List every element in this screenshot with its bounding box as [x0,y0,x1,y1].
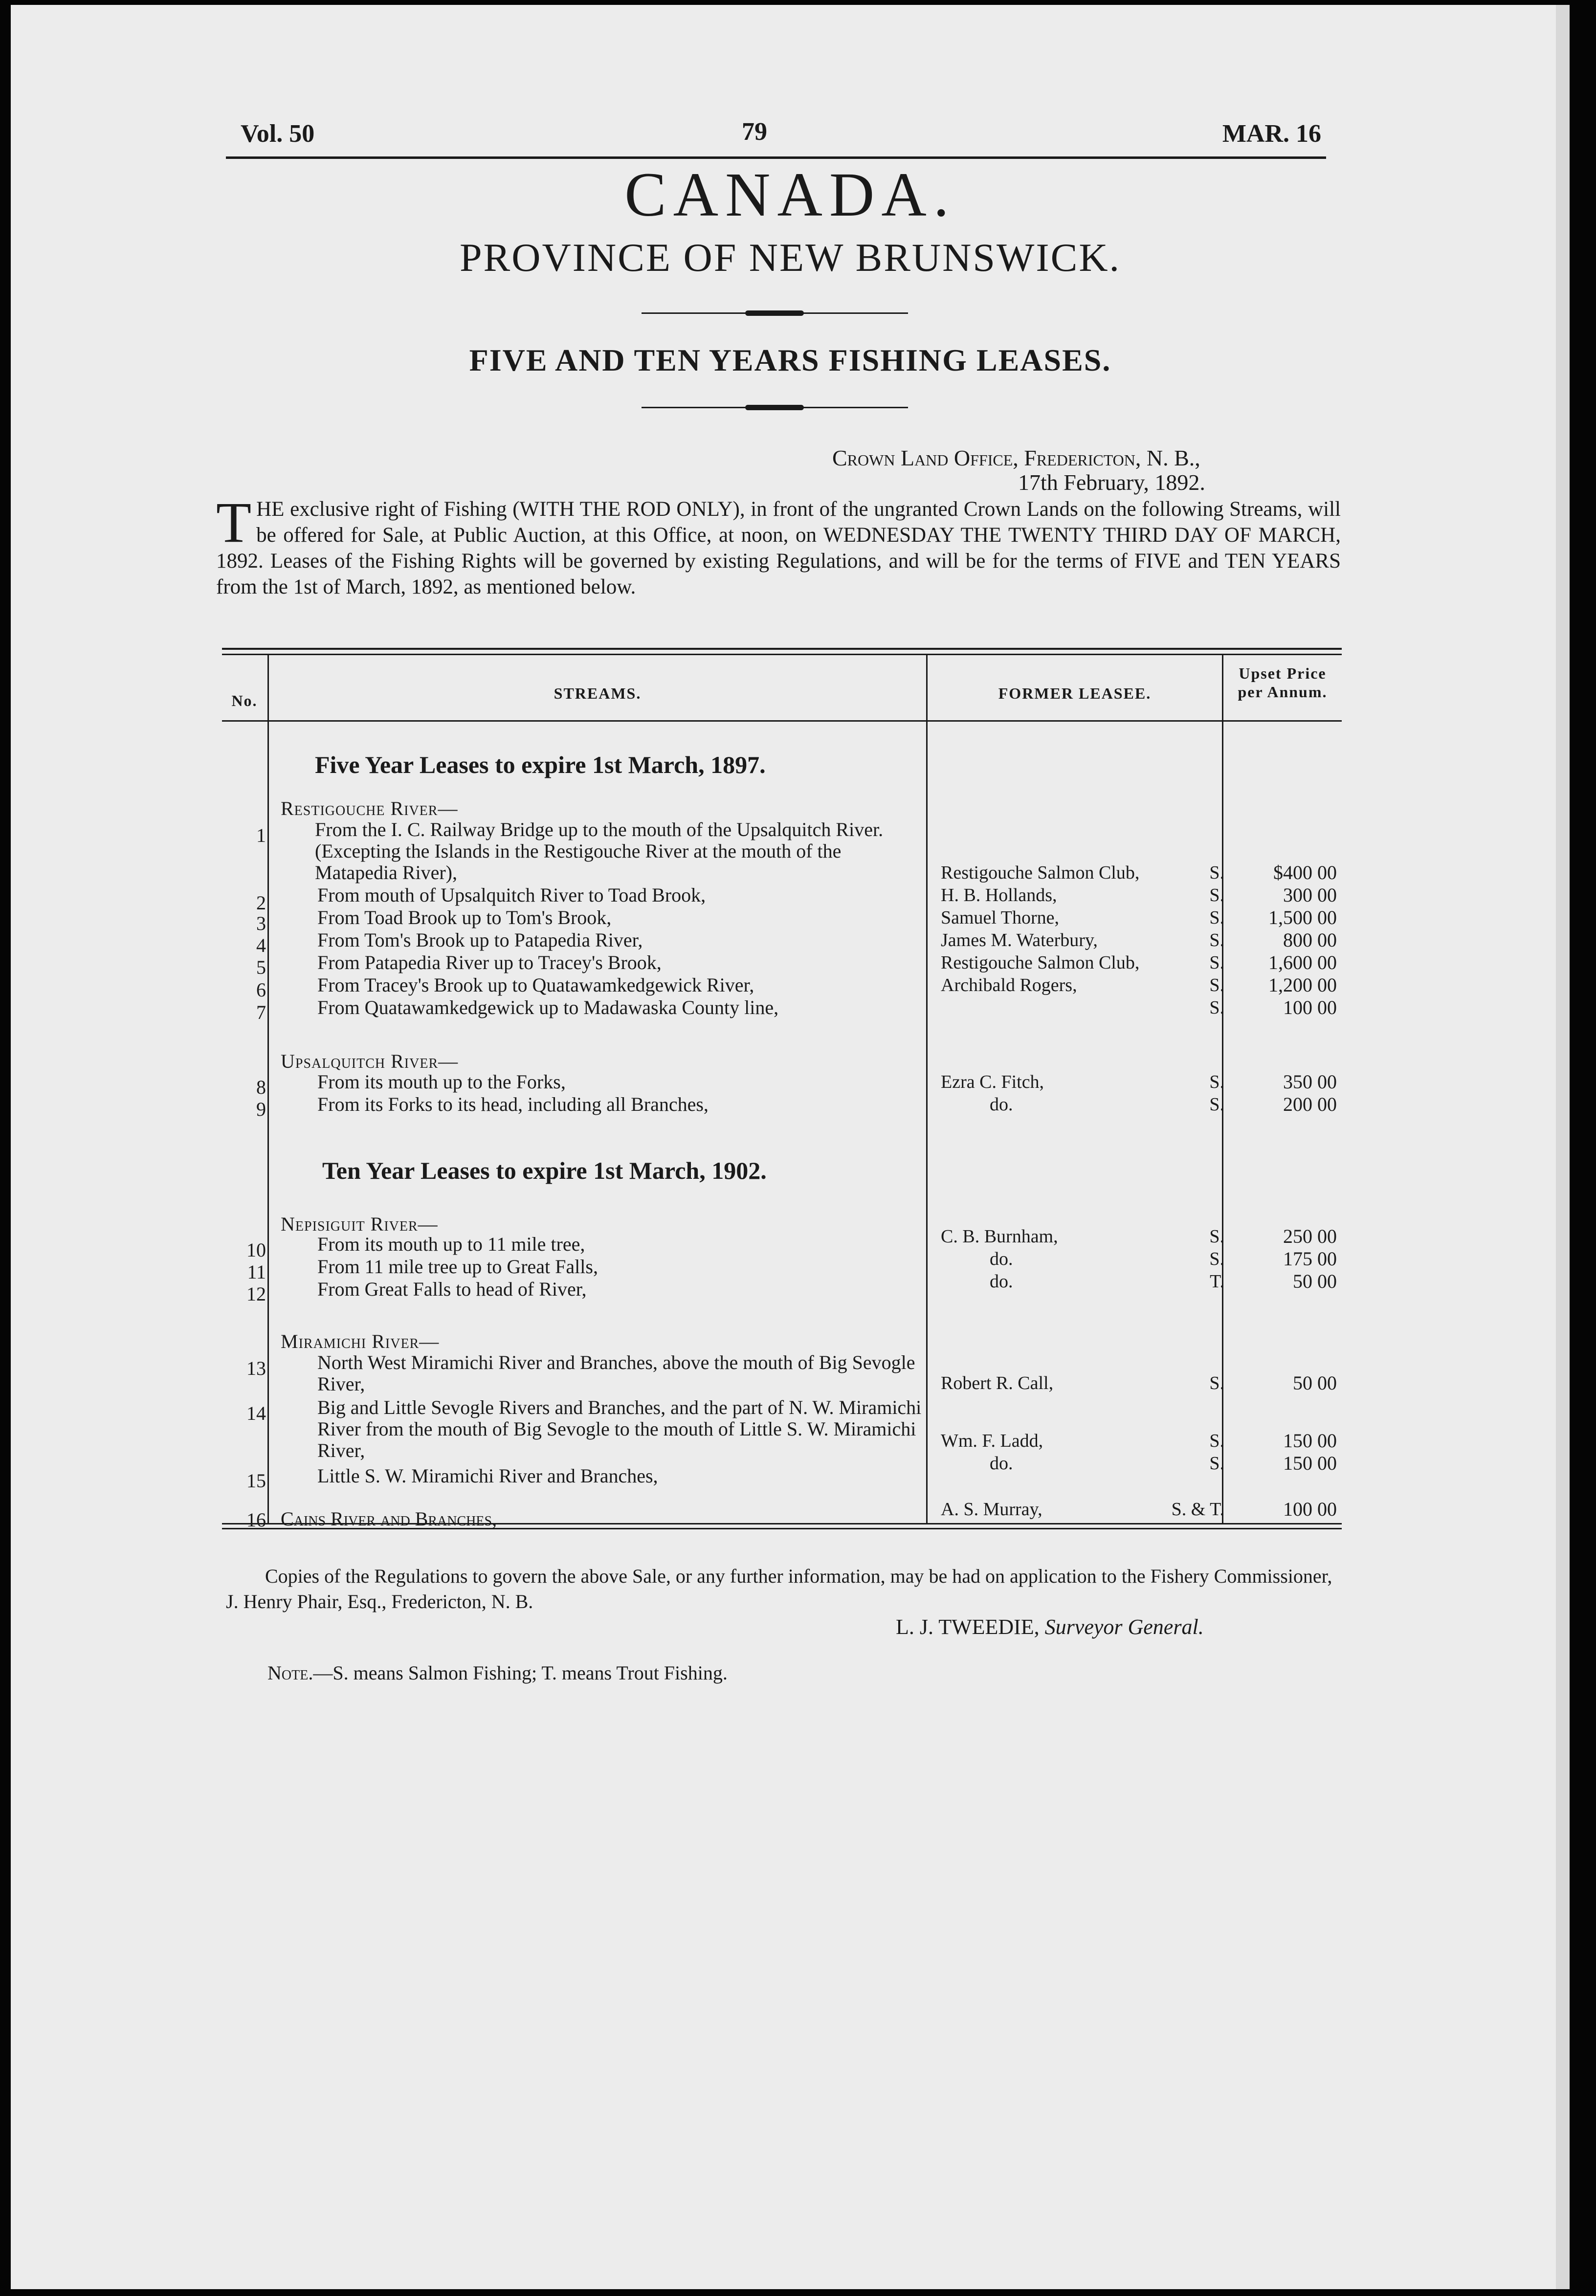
note-label: Note. [267,1662,313,1684]
river-head-miramichi: Miramichi River— [281,1330,440,1352]
ornament-divider-top [642,310,908,315]
row-stream: From 11 mile tree up to Great Falls, [317,1256,598,1278]
row-number: 5 [256,956,266,978]
row-kind: S. [1209,952,1224,973]
row-price: 175 00 [1283,1248,1337,1270]
row-kind: S. [1209,885,1224,905]
row-stream: From Patapedia River up to Tracey's Brook, [317,951,662,973]
row-lessee: do. [990,1249,1013,1269]
row-stream: Cains River and Branches, [281,1508,497,1530]
row-price: 100 00 [1283,996,1337,1018]
leases-table [222,648,1342,1531]
intro-paragraph [216,490,1341,600]
row-lessee: do. [990,1271,1013,1292]
row-stream: From Great Falls to head of River, [317,1278,587,1300]
row-number: 16 [246,1509,266,1531]
row-price: $400 00 [1273,861,1337,883]
signatory-title: Surveyor General. [1044,1615,1204,1639]
table-col-rule-1 [267,654,269,1524]
table-rule-header [222,720,1342,722]
row-lessee: do. [990,1453,1013,1474]
row-price: 800 00 [1283,929,1337,951]
row-stream: North West Miramichi River and Branches, above the mouth of Big Sevogle River, [317,1351,915,1395]
row-kind: S. [1209,1249,1224,1269]
table-rule-top-2 [222,654,1342,655]
footer-signature [896,1614,1204,1639]
row-number: 1 [256,824,266,846]
section-five-year: Five Year Leases to expire 1st March, 1897. [315,751,766,778]
row-lessee: Wm. F. Ladd, [941,1431,1043,1451]
dropcap: T [216,490,252,554]
row-number: 9 [256,1098,266,1120]
office-date: 17th February, 1892. [1018,470,1205,495]
intro-text: HE exclusive right of Fishing (WITH THE ROD ONLY), in front of the ungranted Crown Lands on the following Streams, will be offered for Sale, at Public Auction, at this Office, at noon, on WEDNESDAY THE TWENTY THIRD DAY OF MARCH, 1892. Leases of the Fishing Rights will be governed by existing Regulations, and will be for the terms of FIVE and TEN YEARS from the 1st of March, 1892, as mentioned below. [216,498,1341,598]
row-number: 6 [256,979,266,1001]
row-kind: S. [1209,930,1224,950]
row-lessee: Archibald Rogers, [941,975,1077,995]
row-lessee: C. B. Burnham, [941,1226,1058,1247]
row-lessee: H. B. Hollands, [941,885,1057,905]
page-number: 79 [742,118,767,146]
row-stream: Big and Little Sevogle Rivers and Branches, and the part of N. W. Miramichi River from the mouth of Big Sevogle to the mouth of Little S. W. Miramichi River, [317,1396,922,1461]
row-number: 13 [246,1357,266,1379]
row-lessee: Robert R. Call, [941,1373,1054,1393]
row-lessee: James M. Waterbury, [941,930,1098,950]
row-price: 50 00 [1293,1372,1337,1394]
row-number: 3 [256,912,266,934]
title-subject: FIVE AND TEN YEARS FISHING LEASES. [469,343,1111,377]
row-price: 200 00 [1283,1093,1337,1115]
row-stream: Little S. W. Miramichi River and Branches, [317,1465,658,1487]
row-lessee: Samuel Thorne, [941,907,1060,928]
row-number: 2 [256,892,266,914]
header-no: No. [231,692,258,709]
row-kind: S. [1209,862,1224,883]
row-price: 50 00 [1293,1270,1337,1292]
title-province: PROVINCE OF NEW BRUNSWICK. [459,235,1121,280]
row-lessee: Restigouche Salmon Club, [941,952,1140,973]
row-price: 1,500 00 [1268,906,1337,928]
row-stream: From its mouth up to 11 mile tree, [317,1233,585,1255]
row-kind: S. & T. [1171,1499,1224,1520]
row-stream: From its mouth up to the Forks, [317,1071,566,1093]
header-price-2: per Annum. [1238,683,1328,701]
row-stream: From mouth of Upsalquitch River to Toad Brook, [317,884,706,906]
title-country: CANADA. [624,160,956,229]
row-stream: From Quatawamkedgewick up to Madawaska County line, [317,996,779,1018]
footer-copies-paragraph: Copies of the Regulations to govern the above Sale, or any further information, may be had on application to the Fishery Commissioner, J. Henry Phair, Esq., Fredericton, N. B. [226,1565,1332,1612]
document-page [11,5,1570,2289]
running-header [226,112,1326,159]
row-price: 1,600 00 [1268,951,1337,973]
row-stream: From Tracey's Brook up to Quatawamkedgewick River, [317,974,754,996]
row-number: 8 [256,1076,266,1098]
issue-date: MAR. 16 [1222,120,1321,148]
row-stream: From the I. C. Railway Bridge up to the mouth of the Upsalquitch River. (Excepting the Islands in the Restigouche River at the mouth of the Matapedia River), [315,818,884,883]
row-number: 4 [256,934,266,956]
row-price: 350 00 [1283,1071,1337,1093]
header-streams: STREAMS. [554,684,642,702]
note-text: —S. means Salmon Fishing; T. means Trout Fishing. [313,1662,728,1684]
river-head-restigouche: Restigouche River— [281,797,458,819]
row-price: 250 00 [1283,1225,1337,1247]
row-kind: S. [1209,907,1224,928]
row-stream: From its Forks to its head, including all Branches, [317,1093,709,1115]
row-kind: S. [1209,1373,1224,1393]
section-ten-year: Ten Year Leases to expire 1st March, 1902. [322,1157,767,1184]
row-number: 7 [256,1001,266,1023]
table-rule-top [222,648,1342,650]
ornament-divider-bottom [642,405,908,410]
row-kind: S. [1209,1453,1224,1474]
row-lessee: Restigouche Salmon Club, [941,862,1140,883]
row-stream: From Tom's Brook up to Patapedia River, [317,929,643,951]
row-kind: S. [1209,1431,1224,1451]
row-number: 14 [246,1402,266,1424]
row-price: 150 00 [1283,1452,1337,1474]
row-stream: From Toad Brook up to Tom's Brook, [317,906,612,928]
row-number: 12 [246,1283,266,1305]
row-kind: S. [1209,1072,1224,1092]
row-kind: S. [1209,1226,1224,1247]
row-price: 150 00 [1283,1430,1337,1452]
river-head-upsalquitch: Upsalquitch River— [281,1050,459,1072]
river-head-nepisiguit: Nepisiguit River— [281,1213,438,1235]
row-lessee: Ezra C. Fitch, [941,1072,1044,1092]
footer-note [267,1661,728,1684]
row-kind: S. [1209,975,1224,995]
row-kind: S. [1209,1094,1224,1115]
row-number: 11 [247,1261,266,1283]
row-lessee: A. S. Murray, [941,1499,1042,1520]
row-price: 1,200 00 [1268,974,1337,996]
row-kind: T. [1210,1271,1224,1292]
row-price: 100 00 [1283,1498,1337,1520]
signatory-name: L. J. TWEEDIE, [896,1615,1040,1639]
header-lessee: FORMER LEASEE. [998,684,1152,702]
row-number: 10 [246,1239,266,1261]
volume-label: Vol. 50 [241,120,315,148]
header-price-1: Upset Price [1239,664,1327,682]
office-line: Crown Land Office, Fredericton, N. B., [832,445,1200,470]
row-kind: S. [1209,997,1224,1018]
row-price: 300 00 [1283,884,1337,906]
row-lessee: do. [990,1094,1013,1115]
row-number: 15 [246,1470,266,1492]
